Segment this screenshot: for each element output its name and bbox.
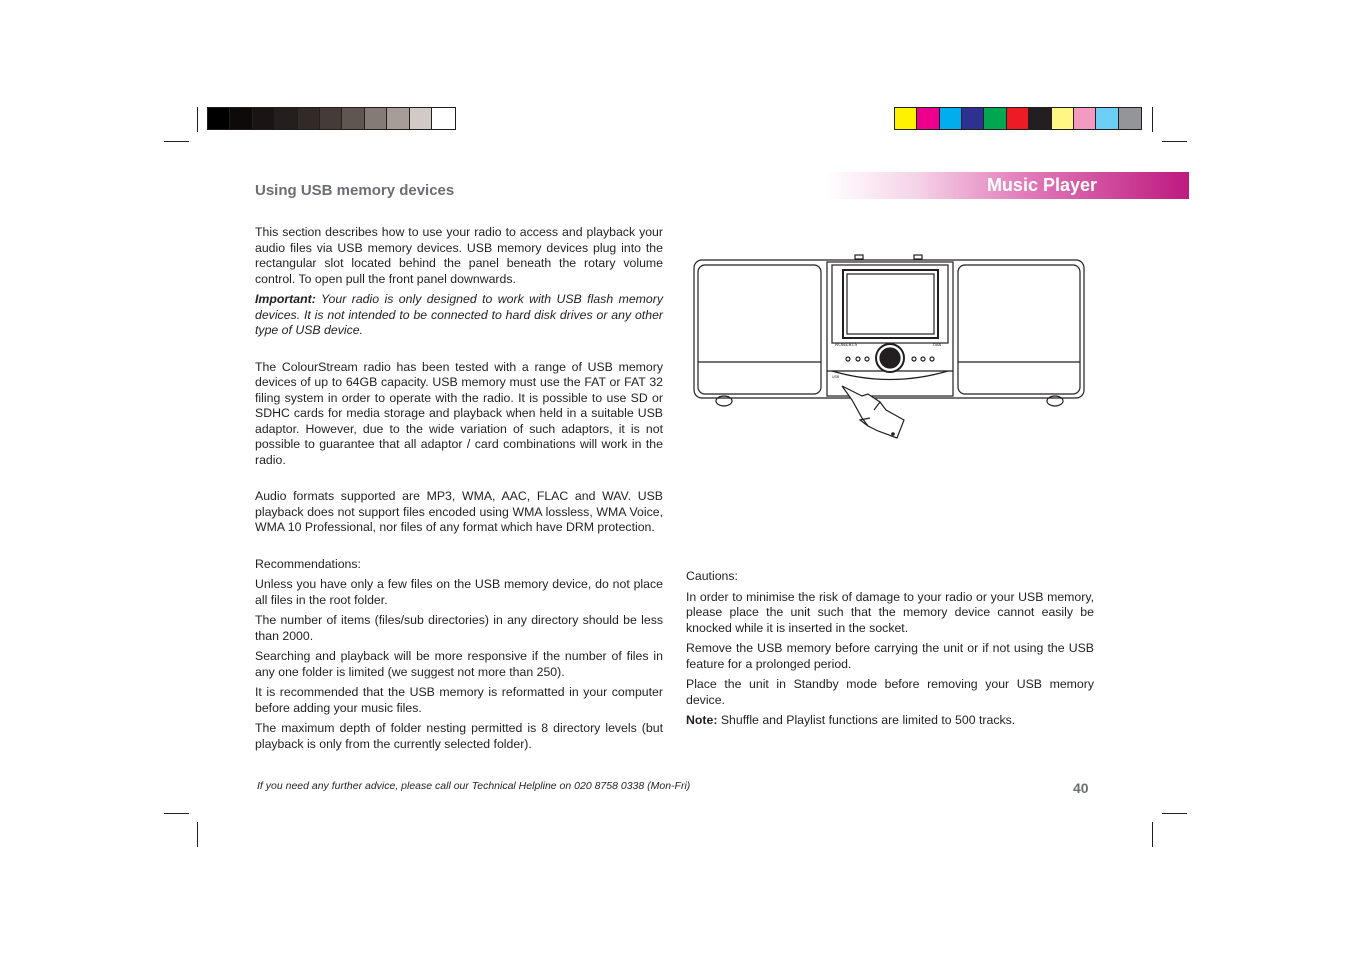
- grey-swatch: [253, 108, 275, 129]
- colour-swatch: [962, 108, 984, 129]
- grey-swatch: [410, 108, 432, 129]
- page-number: 40: [1073, 780, 1089, 796]
- crop-mark: [1162, 141, 1187, 142]
- crop-mark: [164, 141, 189, 142]
- crop-mark: [197, 107, 198, 132]
- grey-swatch: [275, 108, 297, 129]
- colour-swatch: [984, 108, 1006, 129]
- tested-paragraph: The ColourStream radio has been tested with a range of USB memory devices of up to 64GB capacity. USB memory must use the FAT or FAT 32 filing system in order to operate with the radio. It is possible to use SD or SDHC cards for media storage and playback when held in a suitable USB adaptor. However, due to the wide variation of such adaptors, it is not possible to guarantee that all adaptor / card combinations will work in the radio.: [255, 359, 663, 467]
- grey-swatch: [230, 108, 252, 129]
- important-paragraph: [255, 292, 663, 339]
- crop-mark: [164, 813, 189, 814]
- crop-mark: [1152, 107, 1153, 132]
- chapter-banner: [826, 172, 1189, 199]
- colour-swatch: [1119, 108, 1141, 129]
- note-text: Shuffle and Playlist functions are limited to 500 tracks.: [717, 713, 1016, 727]
- crop-mark: [197, 822, 198, 847]
- note-label: Note:: [686, 713, 718, 727]
- grey-swatch: [365, 108, 387, 129]
- caution-item: Remove the USB memory before carrying the unit or if not using the USB feature for a prolonged period.: [686, 641, 1094, 671]
- intro-paragraph: This section describes how to use your radio to access and playback your audio files via USB memory devices. USB memory devices plug into the rectangular slot located behind the panel beneath the rotary volume control. To open pull the front panel downwards.: [255, 225, 663, 286]
- left-column: [255, 225, 663, 757]
- grey-swatch: [432, 108, 454, 129]
- dab-badge: DAB: [933, 342, 942, 347]
- recommendation-item: Searching and playback will be more responsive if the number of files in any one folder is limited (we suggest not more than 250).: [255, 649, 663, 679]
- colour-swatch: [1052, 108, 1074, 129]
- important-label: Important:: [255, 292, 316, 306]
- crop-mark: [1162, 813, 1187, 814]
- grey-swatch: [387, 108, 409, 129]
- grey-swatch: [320, 108, 342, 129]
- formats-paragraph: Audio formats supported are MP3, WMA, AAC, FLAC and WAV. USB playback does not support files encoded using WMA lossless, WMA Voice, WMA 10 Professional, nor files of any format which have DRM protection.: [255, 489, 663, 534]
- caution-item: Place the unit in Standby mode before removing your USB memory device.: [686, 677, 1094, 707]
- recommendation-item: The maximum depth of folder nesting permitted is 8 directory levels (but playback is only from the currently selected folder).: [255, 721, 663, 751]
- caution-item: In order to minimise the risk of damage to your radio or your USB memory, please place the unit such that the memory device cannot easily be knocked while it is inserted in the socket.: [686, 589, 1094, 635]
- chapter-title: Music Player: [986, 175, 1097, 195]
- colour-swatch: [1007, 108, 1029, 129]
- grey-swatch: [298, 108, 320, 129]
- colour-swatch: [940, 108, 962, 129]
- grey-swatch: [208, 108, 230, 129]
- usb-label: USB: [832, 375, 840, 379]
- cautions-heading: Cautions:: [686, 569, 738, 583]
- colour-swatch: [917, 108, 939, 129]
- colour-swatch: [1029, 108, 1051, 129]
- brand-label: ROBERTS: [835, 343, 858, 348]
- colour-swatch: [1096, 108, 1118, 129]
- section-title: Using USB memory devices: [255, 182, 455, 199]
- crop-mark: [1152, 822, 1153, 847]
- recommendation-item: The number of items (files/sub directories) in any directory should be less than 2000.: [255, 613, 663, 643]
- grey-calibration-bar: [207, 107, 456, 130]
- colour-swatch: [895, 108, 917, 129]
- important-text: Your radio is only designed to work with USB flash memory devices. It is not intended to be connected to hard disk drives or any other type of USB device.: [255, 292, 663, 337]
- note-paragraph: [686, 713, 1094, 729]
- grey-swatch: [342, 108, 364, 129]
- recommendation-item: Unless you have only a few files on the USB memory device, do not place all files in the root folder.: [255, 577, 663, 607]
- helpline-footer: If you need any further advice, please call our Technical Helpline on 020 8758 0338 (Mon-Fri): [257, 780, 691, 792]
- right-column: [686, 569, 1094, 734]
- radio-illustration: [692, 250, 1088, 446]
- recommendation-item: It is recommended that the USB memory is reformatted in your computer before adding your music files.: [255, 685, 663, 715]
- colour-calibration-bar: [894, 107, 1142, 130]
- recommendations-heading: Recommendations:: [255, 556, 361, 571]
- colour-swatch: [1074, 108, 1096, 129]
